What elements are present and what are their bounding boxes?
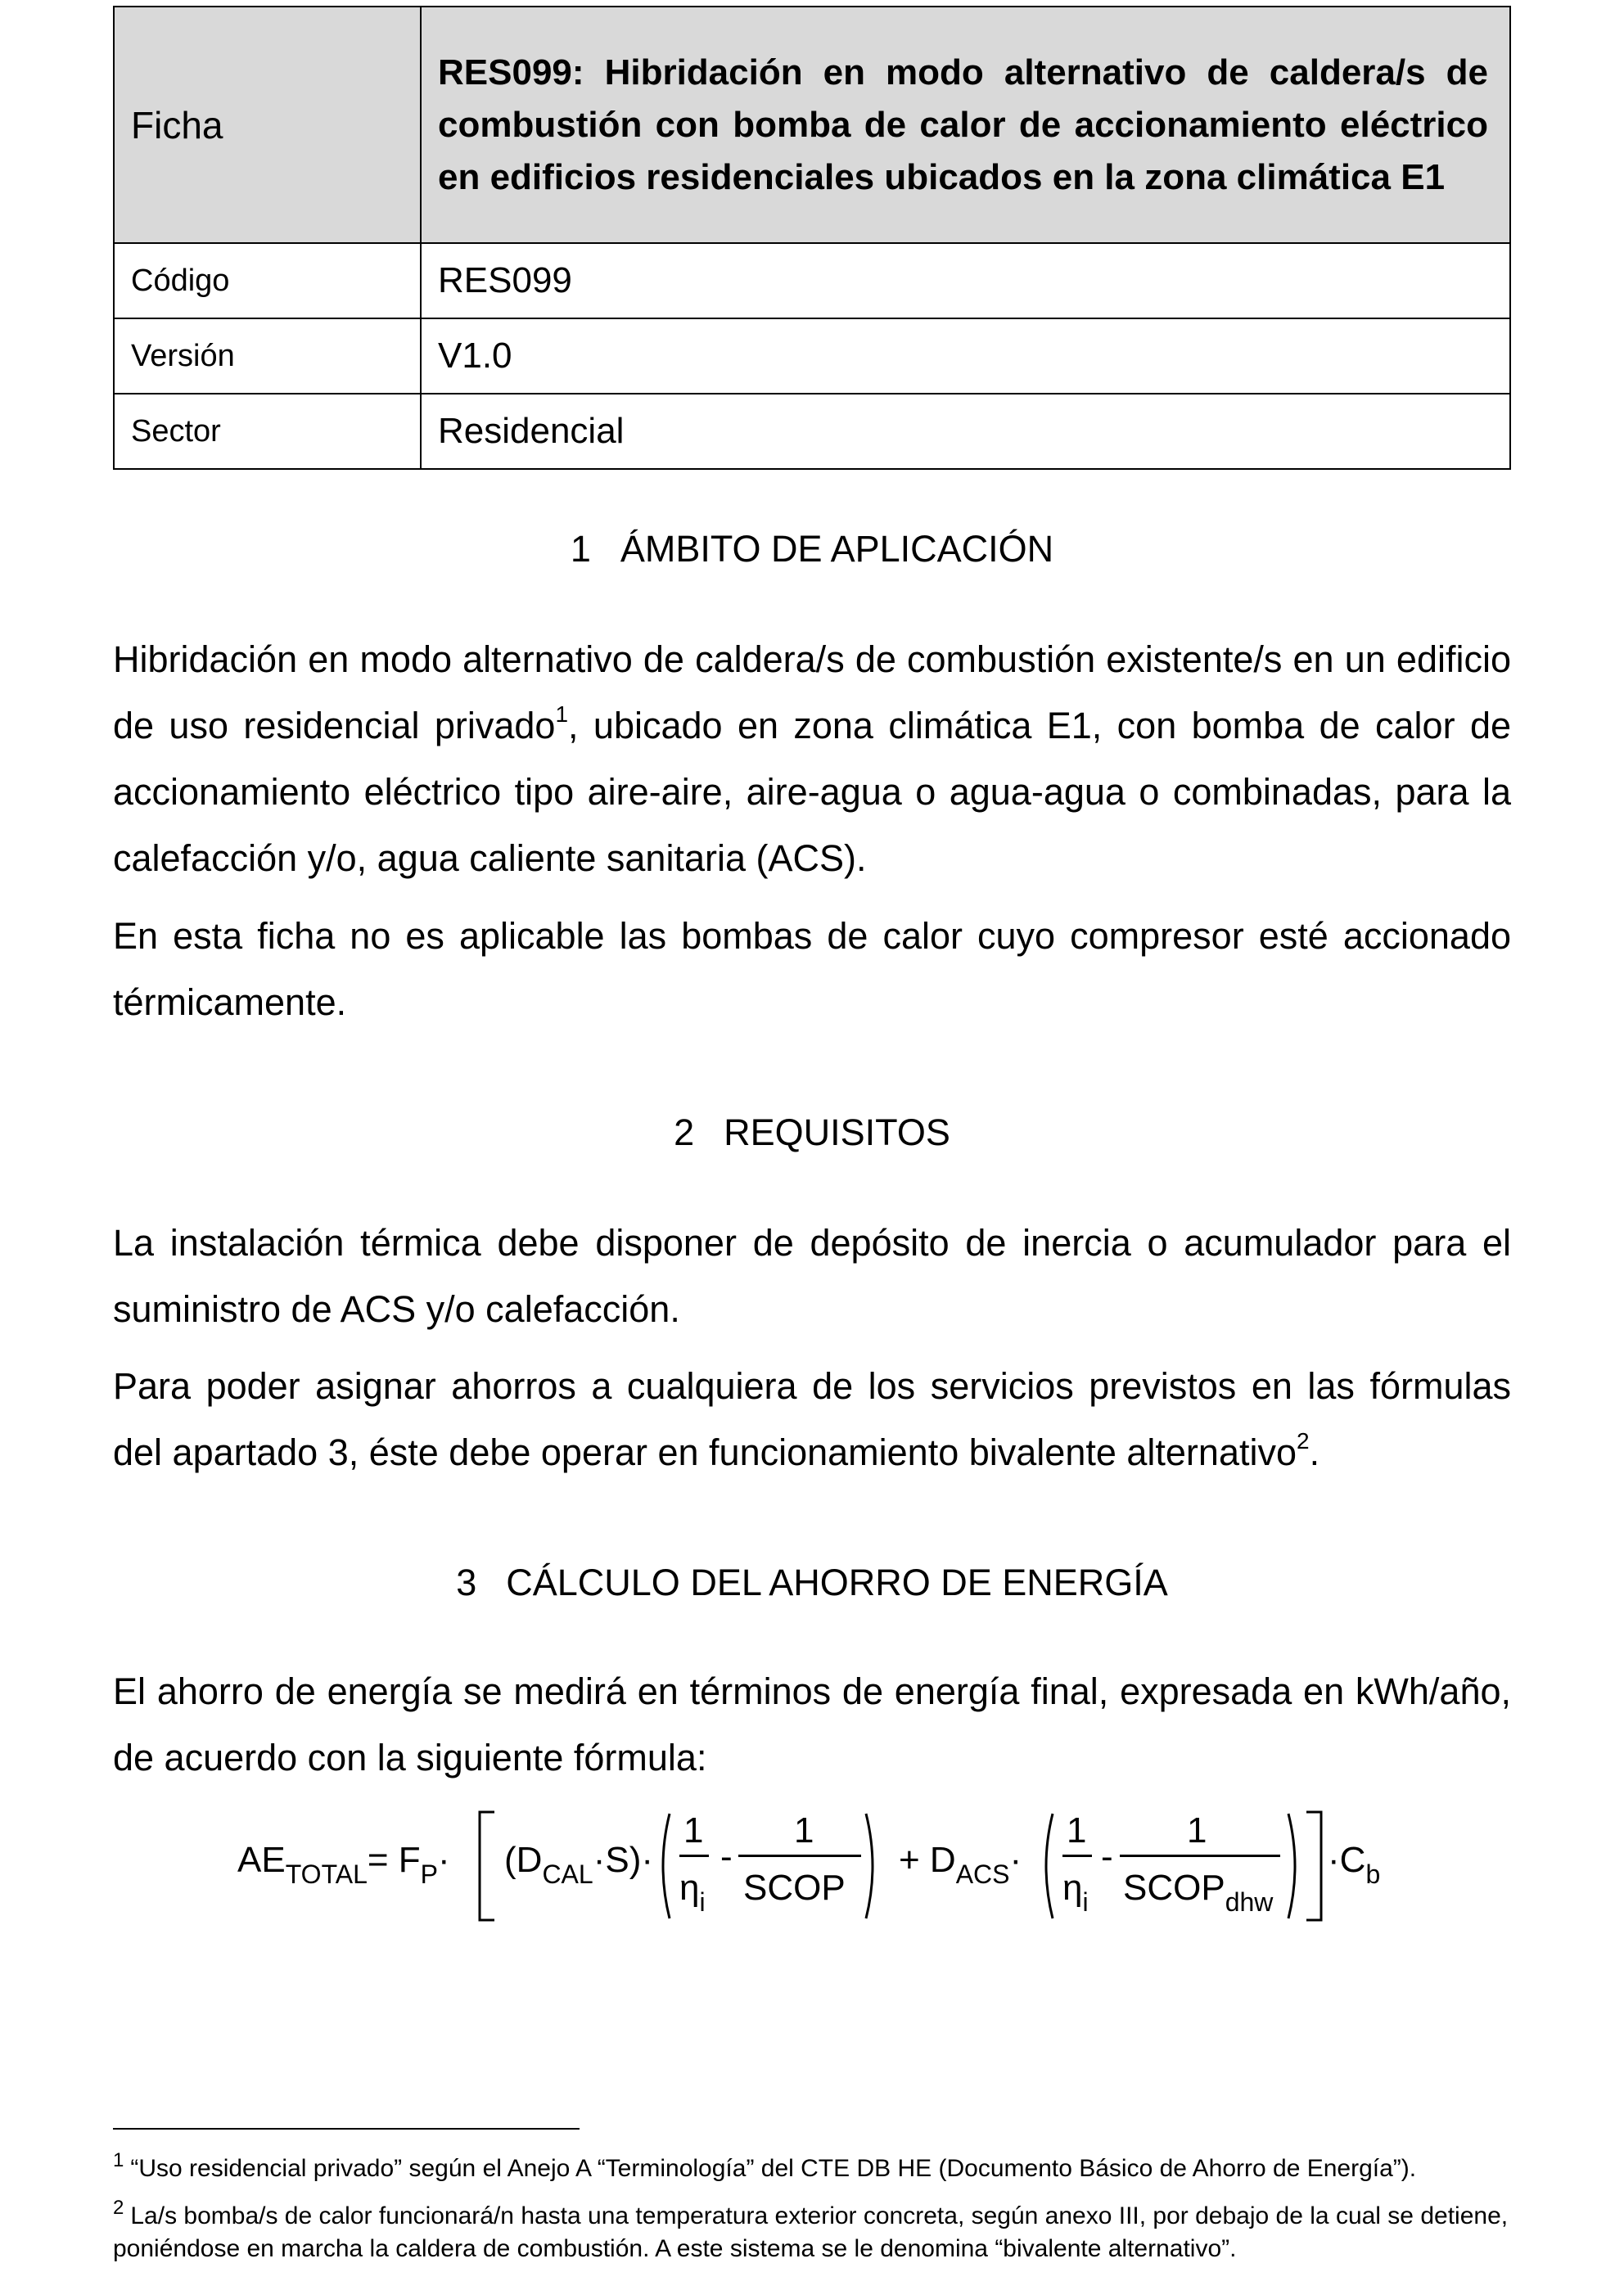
section-title: ÁMBITO DE APLICACIÓN [620, 528, 1054, 570]
formula-numerator: 1 [1067, 1810, 1087, 1851]
section-1-paragraph-1 [113, 626, 1511, 891]
footnote-number: 2 [113, 2197, 124, 2219]
right-paren-icon [1285, 1810, 1303, 1922]
formula-minus: - [1101, 1837, 1113, 1877]
formula-cb: $\cdot C_b$ [1328, 1840, 1381, 1889]
section-3-heading [113, 1562, 1511, 1604]
formula-minus: - [720, 1837, 733, 1877]
section-2-paragraph-2 [113, 1353, 1511, 1485]
formula-numerator: 1 [794, 1810, 814, 1851]
left-paren-icon [655, 1810, 673, 1922]
left-paren-icon [1038, 1810, 1056, 1922]
fraction-bar [738, 1855, 861, 1857]
ficha-row-sector [114, 394, 1510, 469]
formula-scop-dhw: $SCOP_{dhw}$ [1123, 1868, 1274, 1917]
right-bracket-icon [1301, 1809, 1326, 1923]
paragraph-text: Para poder asignar ahorros a cualquiera de los servicios previstos en las fórmulas del apartado 3, éste debe operar en funcionamiento bivalente alternativo [113, 1365, 1511, 1473]
formula-eta: $\eta_i$ [1062, 1868, 1089, 1917]
left-bracket-icon [475, 1809, 499, 1923]
formula-numerator: 1 [683, 1810, 704, 1851]
formula-dcal: $(D_{CAL}\cdot S)\cdot$ [504, 1840, 653, 1889]
sector-label: Sector [114, 394, 421, 469]
codigo-label: Código [114, 243, 421, 318]
formula-numerator: 1 [1187, 1810, 1207, 1851]
version-value: V1.0 [421, 318, 1510, 394]
section-number: 3 [456, 1562, 477, 1603]
ficha-row-codigo [114, 243, 1510, 318]
footnote-divider [113, 2128, 580, 2130]
section-number: 2 [674, 1111, 695, 1153]
formula-scop: SCOP [743, 1868, 846, 1908]
section-3-paragraph-1: El ahorro de energía se medirá en términos de energía final, expresada en kWh/año, de acuerdo con la siguiente fórmula: [113, 1670, 1511, 1778]
codigo-value: RES099 [421, 243, 1510, 318]
footnote-number: 1 [113, 2149, 124, 2171]
fraction-bar [679, 1855, 709, 1857]
formula-ae: $AE_{TOTAL}= F_P\cdot$ [237, 1840, 450, 1889]
section-1-paragraph-2: En esta ficha no es aplicable las bombas de calor cuyo compresor esté accionado térmicamente. [113, 915, 1511, 1023]
section-2-paragraph-1: La instalación térmica debe disponer de depósito de inercia o acumulador para el suministro de ACS y/o calefacción. [113, 1222, 1511, 1330]
footnote-1 [113, 2149, 1511, 2185]
footnote-2 [113, 2197, 1511, 2265]
section-title: CÁLCULO DEL AHORRO DE ENERGÍA [506, 1562, 1168, 1603]
formula-eta: $\eta_i$ [679, 1868, 706, 1917]
fraction-bar [1120, 1855, 1280, 1857]
section-1-heading [113, 528, 1511, 570]
footnote-text: La/s bomba/s de calor funcionará/n hasta una temperatura exterior concreta, según anexo III, por debajo de la cual se detiene, poniéndose en marcha la caldera de combustión. A este sistema se le denomina “bivalente alternativo”. [113, 2202, 1509, 2262]
formula-dacs: + $D_{ACS}\cdot$ [899, 1840, 1022, 1889]
right-paren-icon [863, 1810, 881, 1922]
ficha-table [113, 6, 1511, 470]
section-title: REQUISITOS [724, 1111, 950, 1153]
paragraph-text: . [1309, 1431, 1320, 1473]
ficha-row-version [114, 318, 1510, 394]
fraction-bar [1062, 1855, 1092, 1857]
footnote-ref-1[interactable]: 1 [555, 701, 569, 727]
ficha-title: RES099: Hibridación en modo alternativo de caldera/s de combustión con bomba de calor de accionamiento eléctrico en edificios residenciales ubicados en la zona climática E1 [421, 7, 1510, 243]
energy-savings-formula [237, 1801, 1400, 1932]
section-number: 1 [570, 528, 591, 570]
footnote-ref-2[interactable]: 2 [1297, 1428, 1310, 1454]
footnote-text: “Uso residencial privado” según el Anejo A “Terminología” del CTE DB HE (Documento Básico de Ahorro de Energía”). [130, 2155, 1417, 2182]
sector-value: Residencial [421, 394, 1510, 469]
paragraph-text: , ubicado en zona climática E1, con bomba de calor de accionamiento eléctrico tipo aire-aire, aire-agua o agua-agua o combinadas, para la calefacción y/o, agua caliente sanitaria (ACS). [113, 705, 1511, 879]
ficha-label: Ficha [114, 7, 421, 243]
version-label: Versión [114, 318, 421, 394]
section-2-heading [113, 1111, 1511, 1154]
paragraph-text: Hibridación en modo alternativo de caldera/s de combustión existente/s en un edificio de uso residencial privado [113, 638, 1511, 746]
ficha-row-title [114, 7, 1510, 243]
